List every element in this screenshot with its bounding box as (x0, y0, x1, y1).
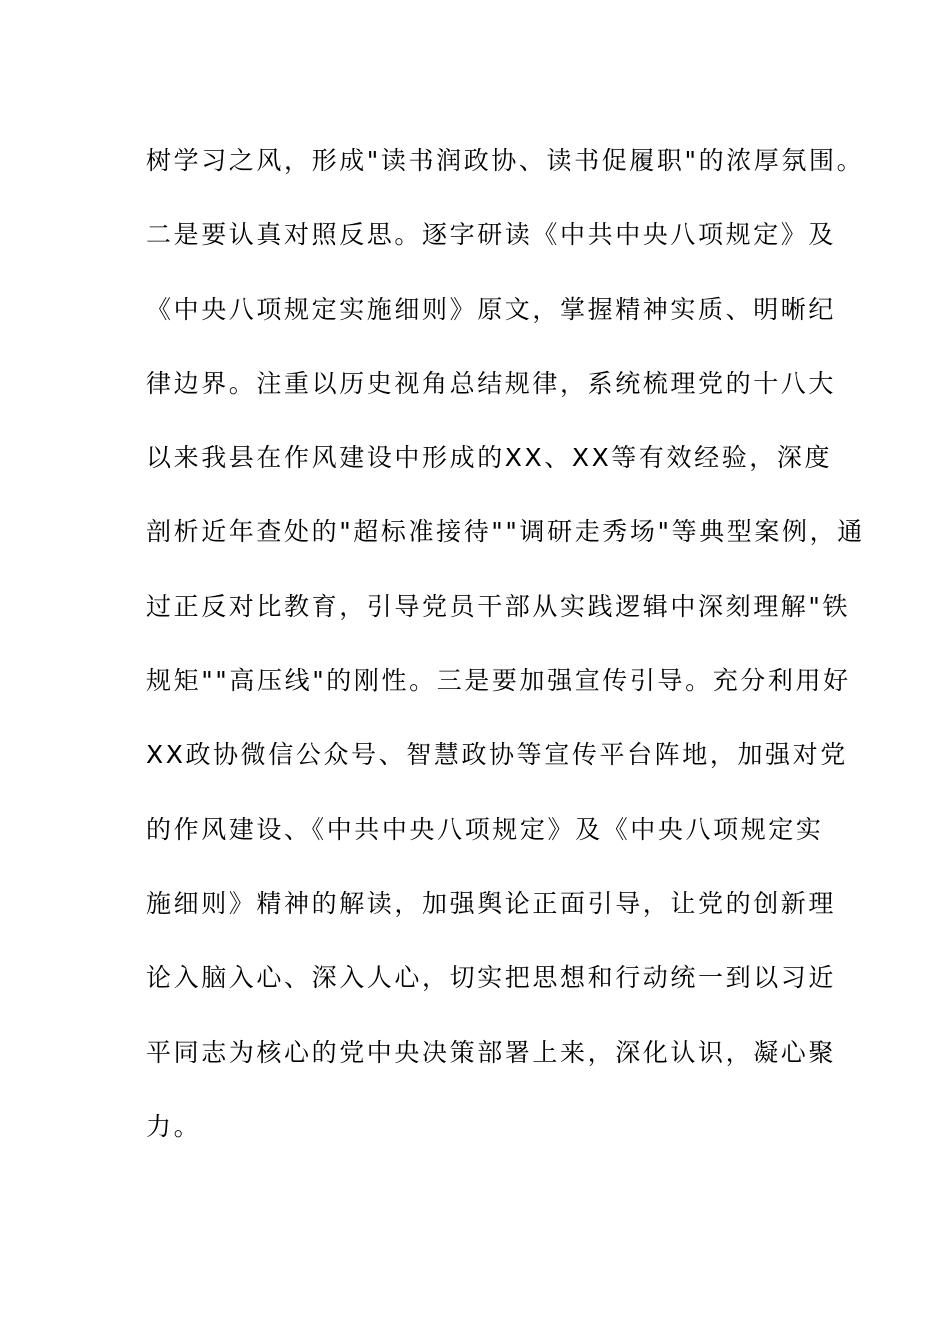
text-line: 《中央八项规定实施细则》原文，掌握精神实质、明晰纪 (146, 294, 837, 324)
text-line: 力。 (146, 1111, 202, 1141)
text-line: 平同志为核心的党中央决策部署上来，深化认识，凝心聚 (146, 1037, 837, 1067)
text-line: 论入脑入心、深入人心，切实把思想和行动统一到以习近 (146, 963, 837, 993)
text-line: 树学习之风，形成"读书润政协、读书促履职"的浓厚氛围。 (146, 146, 865, 175)
text-line: 剖析近年查处的"超标准接待""调研走秀场"等典型案例，通 (146, 517, 865, 547)
text-line: 施细则》精神的解读，加强舆论正面引导，让党的创新理 (146, 888, 837, 918)
body-text (146, 124, 865, 1164)
text-line: 过正反对比教育，引导党员干部从实践逻辑中深刻理解"铁 (146, 591, 851, 621)
text-line: 二是要认真对照反思。逐字研读《中共中央八项规定》及 (146, 220, 837, 250)
text-line: 的作风建设、《中共中央八项规定》及《中央八项规定实 (146, 814, 824, 844)
text-line: 律边界。注重以历史视角总结规律，系统梳理党的十八大 (146, 368, 837, 398)
text-line: 以来我县在作风建设中形成的XX、XX等有效经验，深度 (146, 443, 833, 473)
text-line: 规矩""高压线"的刚性。三是要加强宣传引导。充分利用好 (146, 666, 851, 696)
text-line: XX政协微信公众号、智慧政协等宣传平台阵地，加强对党 (146, 740, 848, 770)
